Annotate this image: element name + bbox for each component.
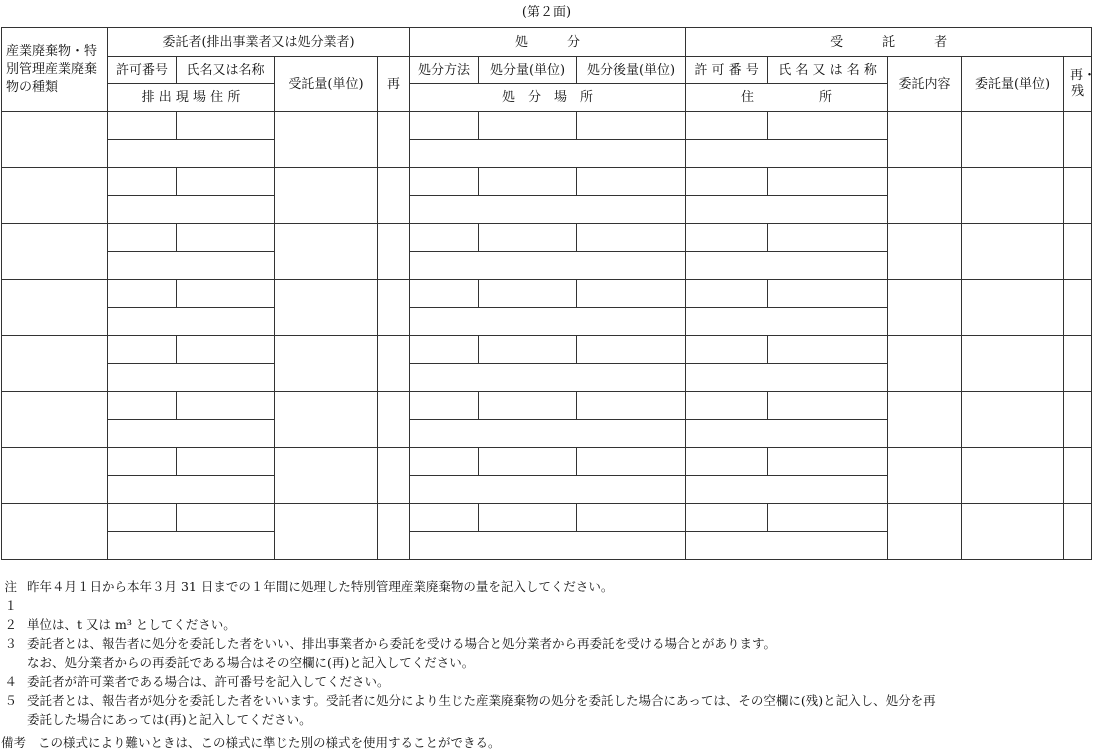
cell-permit-no[interactable] — [108, 168, 177, 196]
cell-content[interactable] — [888, 392, 962, 448]
cell-method[interactable] — [410, 504, 479, 532]
cell-consignee-address[interactable] — [686, 252, 888, 280]
note-line — [1, 710, 1093, 729]
note-text: 昨年４月１日から本年３月 31 日までの１年間に処理した特別管理産業廃棄物の量を記入してください。 — [27, 579, 614, 594]
cell-disposal-amount[interactable] — [479, 280, 577, 308]
cell-disposal-amount[interactable] — [479, 168, 577, 196]
cell-consignee-name[interactable] — [768, 168, 888, 196]
page-title: (第２面) — [521, 5, 572, 20]
cell-consignee-permit[interactable] — [686, 504, 768, 532]
cell-method[interactable] — [410, 392, 479, 420]
cell-consigned-amount[interactable] — [962, 112, 1064, 168]
cell-re[interactable] — [378, 504, 410, 560]
note-line — [1, 577, 1093, 615]
cell-disposal-place[interactable] — [410, 308, 686, 336]
cell-name[interactable] — [177, 168, 275, 196]
note-text: なお、処分業者からの再委託である場合はその空欄に(再)と記入してください。 — [27, 655, 475, 670]
note-number — [1, 710, 27, 729]
cell-consignee-name[interactable] — [768, 336, 888, 364]
cell-consignee-address[interactable] — [686, 140, 888, 168]
header-consignor: 委託者(排出事業者又は処分業者) — [108, 28, 410, 57]
cell-consigned-amount[interactable] — [962, 392, 1064, 448]
note-number: ４ — [4, 674, 17, 689]
cell-name[interactable] — [177, 336, 275, 364]
cell-disposal-amount[interactable] — [479, 336, 577, 364]
cell-post-amount[interactable] — [577, 504, 686, 532]
cell-re[interactable] — [378, 224, 410, 280]
header-discharge-site: 排 出 現 場 住 所 — [108, 84, 275, 112]
cell-received-amount[interactable] — [275, 280, 378, 336]
note-line — [1, 691, 1093, 710]
table-row — [2, 392, 1092, 420]
cell-waste-type[interactable] — [2, 392, 108, 448]
header-name: 氏名又は名称 — [177, 57, 275, 84]
note-text: 単位は、t 又は m³ としてください。 — [27, 617, 236, 632]
cell-consignee-name[interactable] — [768, 448, 888, 476]
cell-consigned-amount[interactable] — [962, 336, 1064, 392]
cell-name[interactable] — [177, 392, 275, 420]
cell-re-remain[interactable] — [1064, 336, 1092, 392]
cell-disposal-place[interactable] — [410, 420, 686, 448]
cell-content[interactable] — [888, 504, 962, 560]
cell-disposal-place[interactable] — [410, 196, 686, 224]
cell-consignee-address[interactable] — [686, 532, 888, 560]
cell-waste-type[interactable] — [2, 504, 108, 560]
note-number — [1, 653, 27, 672]
note-text: 委託者が許可業者である場合は、許可番号を記入してください。 — [27, 674, 390, 689]
table-row — [2, 168, 1092, 196]
cell-consignee-permit[interactable] — [686, 448, 768, 476]
header-method: 処分方法 — [410, 57, 479, 84]
cell-discharge-site[interactable] — [108, 252, 275, 280]
cell-received-amount[interactable] — [275, 112, 378, 168]
header-disposal-amount: 処分量(単位) — [479, 57, 577, 84]
note-line — [1, 615, 1093, 634]
header-consignee: 受 託 者 — [686, 28, 1092, 57]
cell-consigned-amount[interactable] — [962, 168, 1064, 224]
cell-permit-no[interactable] — [108, 224, 177, 252]
cell-consignee-address[interactable] — [686, 364, 888, 392]
cell-consignee-name[interactable] — [768, 504, 888, 532]
cell-discharge-site[interactable] — [108, 196, 275, 224]
cell-consignee-permit[interactable] — [686, 280, 768, 308]
notes — [1, 577, 1093, 752]
cell-re-remain[interactable] — [1064, 280, 1092, 336]
table-row — [2, 336, 1092, 364]
cell-consigned-amount[interactable] — [962, 280, 1064, 336]
cell-content[interactable] — [888, 448, 962, 504]
cell-consignee-permit[interactable] — [686, 392, 768, 420]
cell-method[interactable] — [410, 280, 479, 308]
cell-re-remain[interactable] — [1064, 392, 1092, 448]
cell-content[interactable] — [888, 224, 962, 280]
cell-consignee-address[interactable] — [686, 476, 888, 504]
cell-name[interactable] — [177, 280, 275, 308]
header-received-amount: 受託量(単位) — [275, 57, 378, 112]
cell-consignee-permit[interactable] — [686, 168, 768, 196]
cell-re-remain[interactable] — [1064, 224, 1092, 280]
cell-consigned-amount[interactable] — [962, 224, 1064, 280]
cell-discharge-site[interactable] — [108, 532, 275, 560]
note-number: 注１ — [4, 579, 17, 613]
remark-text: この様式により難いときは、この様式に準じた別の様式を使用することができる。 — [38, 735, 501, 750]
cell-re[interactable] — [378, 168, 410, 224]
header-consignee-permit: 許 可 番 号 — [686, 57, 768, 84]
cell-waste-type[interactable] — [2, 336, 108, 392]
report-table — [1, 27, 1096, 560]
cell-re-remain[interactable] — [1064, 112, 1092, 168]
cell-disposal-amount[interactable] — [479, 112, 577, 140]
remark — [1, 733, 1093, 752]
cell-received-amount[interactable] — [275, 392, 378, 448]
cell-post-amount[interactable] — [577, 392, 686, 420]
header-permit-no: 許可番号 — [108, 57, 177, 84]
cell-disposal-place[interactable] — [410, 476, 686, 504]
cell-disposal-amount[interactable] — [479, 504, 577, 532]
cell-disposal-amount[interactable] — [479, 224, 577, 252]
cell-permit-no[interactable] — [108, 504, 177, 532]
cell-waste-type[interactable] — [2, 224, 108, 280]
cell-permit-no[interactable] — [108, 448, 177, 476]
cell-method[interactable] — [410, 336, 479, 364]
table-row — [2, 448, 1092, 476]
header-content: 委託内容 — [888, 57, 962, 112]
cell-consignee-address[interactable] — [686, 196, 888, 224]
note-text: 委託者とは、報告者に処分を委託した者をいい、排出事業者から委託を受ける場合と処分業者から再委託を受ける場合とがあります。 — [27, 636, 777, 651]
cell-discharge-site[interactable] — [108, 420, 275, 448]
header-consignee-name: 氏 名 又 は 名 称 — [768, 57, 888, 84]
cell-received-amount[interactable] — [275, 224, 378, 280]
note-line — [1, 672, 1093, 691]
cell-re[interactable] — [378, 448, 410, 504]
cell-consigned-amount[interactable] — [962, 448, 1064, 504]
cell-consignee-permit[interactable] — [686, 224, 768, 252]
table-row — [2, 112, 1092, 140]
header-re: 再 — [378, 57, 410, 112]
header-disposal-place: 処 分 場 所 — [410, 84, 686, 112]
cell-disposal-place[interactable] — [410, 364, 686, 392]
table-row — [2, 504, 1092, 532]
cell-discharge-site[interactable] — [108, 140, 275, 168]
cell-name[interactable] — [177, 112, 275, 140]
note-line — [1, 653, 1093, 672]
cell-disposal-place[interactable] — [410, 252, 686, 280]
cell-waste-type[interactable] — [2, 448, 108, 504]
cell-content[interactable] — [888, 168, 962, 224]
cell-permit-no[interactable] — [108, 112, 177, 140]
cell-re-remain[interactable] — [1064, 448, 1092, 504]
remark-label: 備考 — [1, 735, 27, 750]
note-text: 委託した場合にあっては(再)と記入してください。 — [27, 712, 312, 727]
cell-post-amount[interactable] — [577, 112, 686, 140]
cell-discharge-site[interactable] — [108, 308, 275, 336]
cell-method[interactable] — [410, 448, 479, 476]
cell-re[interactable] — [378, 280, 410, 336]
cell-waste-type[interactable] — [2, 112, 108, 168]
cell-received-amount[interactable] — [275, 504, 378, 560]
cell-re-remain[interactable] — [1064, 168, 1092, 224]
cell-consignee-address[interactable] — [686, 420, 888, 448]
cell-disposal-amount[interactable] — [479, 448, 577, 476]
table-row — [2, 280, 1092, 308]
cell-content[interactable] — [888, 112, 962, 168]
cell-received-amount[interactable] — [275, 168, 378, 224]
note-number: ２ — [4, 617, 17, 632]
cell-method[interactable] — [410, 112, 479, 140]
table-row — [2, 224, 1092, 252]
cell-content[interactable] — [888, 336, 962, 392]
cell-discharge-site[interactable] — [108, 364, 275, 392]
cell-re[interactable] — [378, 392, 410, 448]
header-waste-type: 産業廃棄物・特別管理産業廃棄物の種類 — [2, 28, 108, 112]
cell-received-amount[interactable] — [275, 448, 378, 504]
cell-consignee-address[interactable] — [686, 308, 888, 336]
note-number: ５ — [4, 693, 17, 708]
cell-re-remain[interactable] — [1064, 504, 1092, 560]
cell-disposal-place[interactable] — [410, 140, 686, 168]
cell-permit-no[interactable] — [108, 392, 177, 420]
cell-name[interactable] — [177, 504, 275, 532]
header-address: 住 所 — [686, 84, 888, 112]
cell-permit-no[interactable] — [108, 336, 177, 364]
header-disposal: 処 分 — [410, 28, 686, 57]
cell-disposal-place[interactable] — [410, 532, 686, 560]
cell-re[interactable] — [378, 336, 410, 392]
cell-post-amount[interactable] — [577, 336, 686, 364]
note-number: ３ — [4, 636, 17, 651]
cell-method[interactable] — [410, 168, 479, 196]
cell-post-amount[interactable] — [577, 448, 686, 476]
cell-post-amount[interactable] — [577, 280, 686, 308]
note-text: 受託者とは、報告者が処分を委託した者をいいます。受託者に処分により生じた産業廃棄物の処分を委託した場合にあっては、その空欄に(残)と記入し、処分を再 — [27, 693, 936, 708]
cell-disposal-amount[interactable] — [479, 392, 577, 420]
cell-permit-no[interactable] — [108, 280, 177, 308]
cell-received-amount[interactable] — [275, 336, 378, 392]
header-post-amount: 処分後量(単位) — [577, 57, 686, 84]
cell-discharge-site[interactable] — [108, 476, 275, 504]
note-line — [1, 634, 1093, 653]
cell-consignee-name[interactable] — [768, 392, 888, 420]
cell-re[interactable] — [378, 112, 410, 168]
cell-consignee-permit[interactable] — [686, 336, 768, 364]
cell-method[interactable] — [410, 224, 479, 252]
cell-consignee-permit[interactable] — [686, 112, 768, 140]
cell-waste-type[interactable] — [2, 168, 108, 224]
header-consigned-amount: 委託量(単位) — [962, 57, 1064, 112]
cell-waste-type[interactable] — [2, 280, 108, 336]
header-re-remain: 再・残 — [1064, 57, 1092, 112]
cell-content[interactable] — [888, 280, 962, 336]
cell-consignee-name[interactable] — [768, 280, 888, 308]
cell-name[interactable] — [177, 448, 275, 476]
cell-consigned-amount[interactable] — [962, 504, 1064, 560]
cell-name[interactable] — [177, 224, 275, 252]
cell-consignee-name[interactable] — [768, 224, 888, 252]
cell-consignee-name[interactable] — [768, 112, 888, 140]
cell-post-amount[interactable] — [577, 224, 686, 252]
cell-post-amount[interactable] — [577, 168, 686, 196]
